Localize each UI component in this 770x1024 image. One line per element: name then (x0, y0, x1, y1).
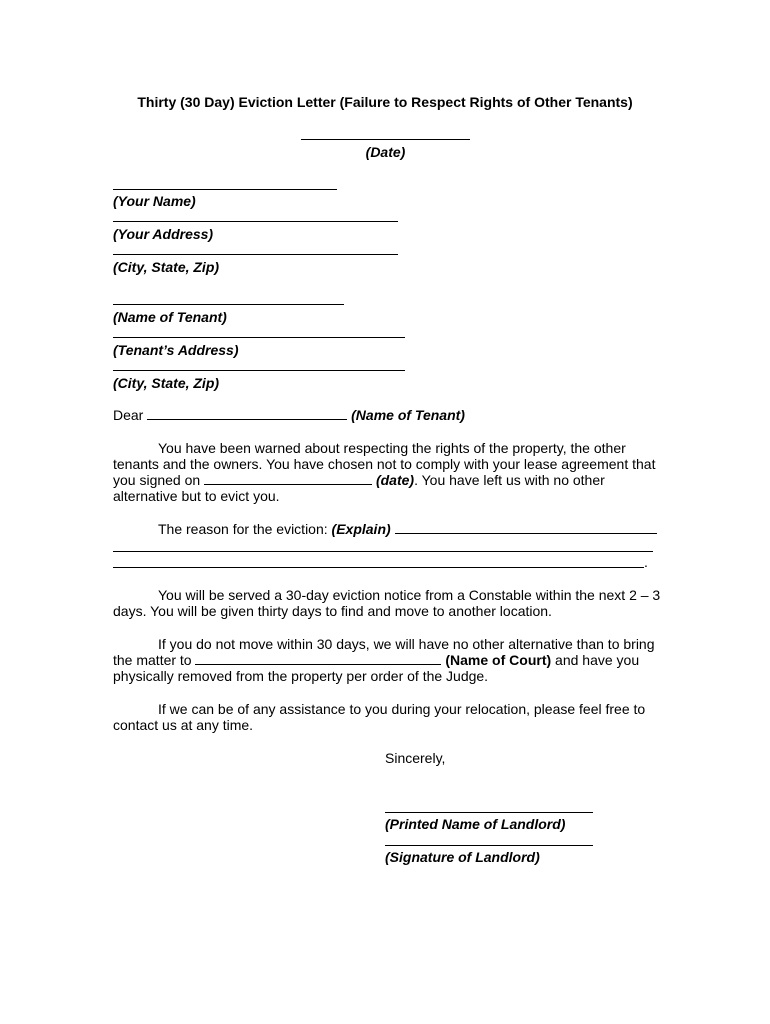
p1-line1: You have been warned about respecting the rights of the property, the other (158, 440, 626, 456)
p1-line3 (113, 472, 605, 488)
signature-label: (Signature of Landlord) (385, 849, 540, 865)
p1-line2: tenants and the owners. You have chosen not to comply with your lease agreement that (113, 456, 656, 472)
reason-period: . (644, 554, 648, 570)
tenant-city-label: (City, State, Zip) (113, 375, 220, 391)
your-city-line (113, 254, 398, 255)
p5-line1: If we can be of any assistance to you during your relocation, please feel free to (158, 701, 646, 717)
date-label: (Date) (365, 144, 406, 160)
signed-date-blank (204, 472, 372, 485)
p2-explain-label: (Explain) (331, 521, 391, 537)
tenant-address-label: (Tenant’s Address) (113, 342, 239, 358)
court-name-blank (195, 652, 441, 665)
your-address-line (113, 221, 398, 222)
tenant-name-line (113, 304, 344, 305)
document-title: Thirty (30 Day) Eviction Letter (Failure to Respect Rights of Other Tenants) (137, 94, 633, 110)
your-address-label: (Your Address) (113, 226, 214, 242)
p5-line2: contact us at any time. (113, 717, 254, 733)
printed-name-line (385, 812, 593, 813)
printed-name-label: (Printed Name of Landlord) (385, 816, 566, 832)
your-name-label: (Your Name) (113, 193, 196, 209)
p3-line1: You will be served a 30-day eviction notice from a Constable within the next 2 – 3 (158, 587, 661, 603)
p4-line2-post: and have you (555, 652, 640, 668)
your-name-line (113, 189, 337, 190)
p1-line4: alternative but to evict you. (113, 488, 280, 504)
p4-line3: physically removed from the property per order of the Judge. (113, 668, 489, 684)
dear-text: Dear (113, 407, 144, 423)
p4-line2 (113, 652, 639, 668)
tenant-address-line (113, 337, 405, 338)
reason-blank-2 (113, 551, 653, 552)
p4-matter-text: the matter to (113, 652, 192, 668)
p4-court-label: (Name of Court) (445, 652, 552, 668)
your-city-label: (City, State, Zip) (113, 259, 220, 275)
tenant-city-line (113, 370, 405, 371)
p2-line1 (158, 521, 657, 537)
date-line (301, 139, 470, 140)
p2-reason-text: The reason for the eviction: (158, 521, 328, 537)
p3-line2: days. You will be given thirty days to find and move to another location. (113, 603, 552, 619)
tenant-name-label: (Name of Tenant) (113, 309, 227, 325)
p1-signed-on: you signed on (113, 472, 201, 488)
signature-line (385, 845, 593, 846)
salutation-tenant-label: (Name of Tenant) (351, 407, 465, 423)
p4-line1: If you do not move within 30 days, we will have no other alternative than to bring (158, 636, 655, 652)
tenant-name-blank (147, 407, 347, 420)
p1-date-label: (date) (375, 472, 415, 488)
reason-blank-3 (113, 567, 644, 568)
sincerely-text: Sincerely, (385, 750, 446, 766)
reason-blank-1 (395, 521, 657, 534)
salutation (113, 407, 465, 423)
p1-line3-post: . You have left us with no other (414, 472, 605, 488)
